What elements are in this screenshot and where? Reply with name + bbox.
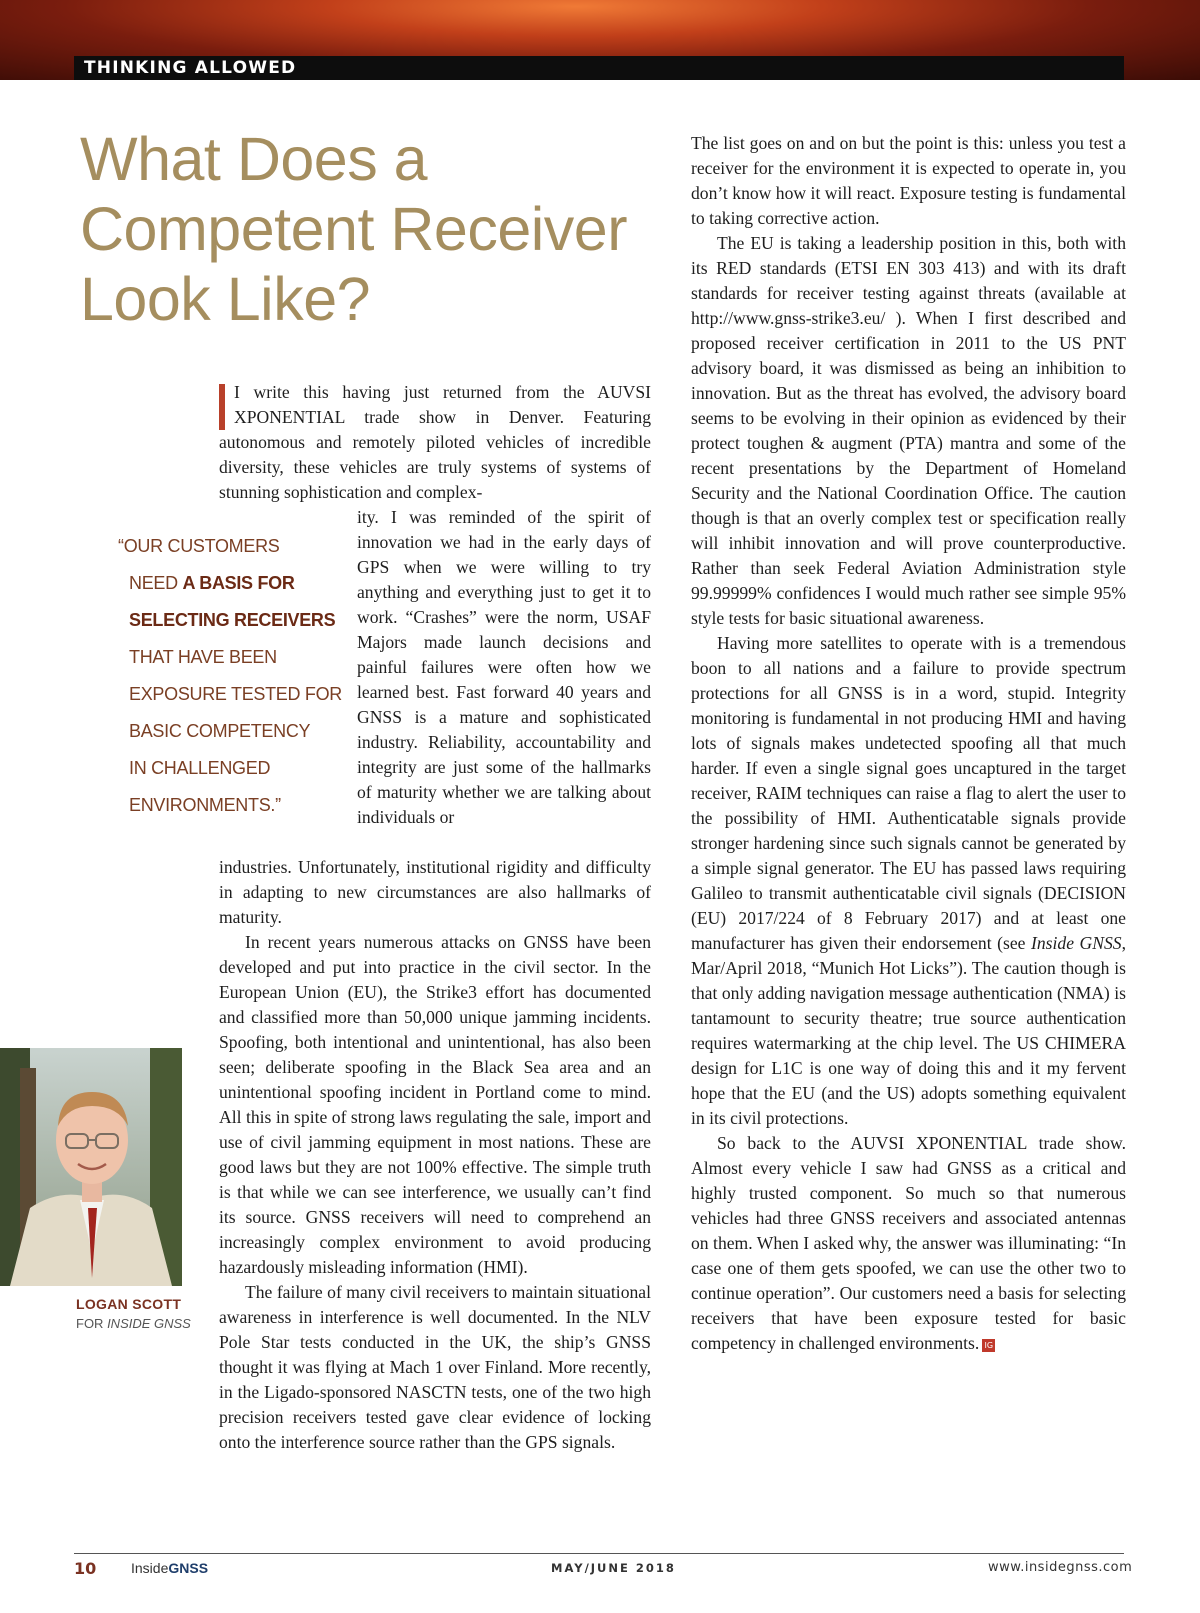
body-paragraph: Having more satellites to operate with is a tremendous boon to all nations and a failure to provide spectrum protections for all GNSS is in a word, stupid. Integrity monitoring is fundamental in not producing HMI and having lots of signals makes undetected spoofing all that much harder. If even a single signal goes uncaptured in the target receiver, RAIM techniques can raise a flag to alert the user to the possibility of HMI. Authenticatable signals provide stronger hardening since such signals cannot be generated by a simple signal generator. The EU has passed laws requiring Galileo to transmit authenticatable civil signals (DECISION (EU) 2017/224 of 8 February 2017) and at least one manufacturer has given their endorsement (see Inside GNSS, Mar/April 2018, “Munich Hot Licks”). The caution though is that only adding navigation message authentication (NMA) is tantamount to security theatre; true source authentication requires watermarking at the chip level. The US CHIMERA design for L1C is one way of doing this and it my fervent hope that the EU (and the US) adopts something equivalent in its civil protections. (691, 633, 1126, 1128)
intro-text: write this having just returned from the AUVSI XPONENTIAL trade show in Denver. Featuring autonomous and remotely piloted vehicles of incredible diversity, these vehicles are truly systems of systems of stunning sophistication and complex- (219, 382, 651, 502)
pull-quote-line: NEED A BASIS FOR (129, 573, 295, 593)
end-of-article-icon: IG (982, 1339, 995, 1352)
body-paragraph: industries. Unfortunately, institutional rigidity and difficulty in adapting to new circumstances are also hallmarks of maturity. (219, 857, 651, 927)
page-number: 10 (74, 1559, 97, 1578)
website-link[interactable]: www.insidegnss.com (988, 1560, 1133, 1575)
issue-date: MAY/JUNE 2018 (551, 1561, 676, 1575)
body-paragraph: The EU is taking a leadership position in this, both with its RED standards (ETSI EN 303 413) and with its draft standards for receiver testing against threats (available at http://www.gnss-strike3.eu/ ). When I first described and proposed receiver certification in 2011 to the US PNT advisory board, it was dismissed as being an inhibition to innovation. But as the threat has evolved, the advisory board seems to be evolving in their opinion as evidenced by their protect toughen & augment (PTA) mantra and some of the recent presentations by the Department of Homeland Security and the National Coordination Office. The caution though is that an overly complex test or specification really will inhibit innovation and will prove counterproductive. Rather than seek Federal Aviation Administration style 99.99999% confidences I would much rather see simple 95% style tests for basic situational awareness. (691, 233, 1126, 628)
section-label: THINKING ALLOWED (84, 58, 297, 78)
section-bar (74, 56, 1124, 80)
pull-quote-line: IN CHALLENGED (129, 758, 271, 778)
wrap-paragraph: ity. I was reminded of the spirit of innovation we had in the early days of GPS when we were willing to try anything and everything just to get it to work. “Crashes” were the norm, USAF Majors made launch decisions and painful failures were often how we learned best. Fast forward 40 years and GNSS is a mature and sophisticated industry. Reliability, accountability and integrity are just some of the hallmarks of maturity whether we are talking about individuals or (357, 507, 651, 827)
magazine-name: InsideGNSS (131, 1560, 209, 1576)
pull-quote-emphasis: A BASIS FOR (182, 573, 295, 593)
pull-quote-line: ENVIRONMENTS.” (129, 795, 281, 815)
pull-quote (118, 528, 343, 824)
body-paragraph: So back to the AUVSI XPONENTIAL trade show. Almost every vehicle I saw had GNSS as a critical and highly trusted component. So much so that numerous vehicles had three GNSS receivers and associated antennas on them. When I asked why, the answer was illuminating: “In case one of them gets spoofed, we can use the other two to continue operation”. Our customers need a basis for selecting receivers that have been exposure tested for basic competency in challenged environments. IG (691, 1133, 1126, 1353)
pull-quote-line: BASIC COMPETENCY (129, 721, 311, 741)
body-paragraph: The failure of many civil receivers to maintain situational awareness in interference is well documented. In the NLV Pole Star tests conducted in the UK, the ship’s GNSS thought it was flying at Mach 1 over Finland. More recently, in the Ligado-sponsored NASCTN tests, one of the two high precision receivers tested gave clear evidence of locking onto the interference source rather than the GPS signals. (219, 1282, 651, 1452)
intro-paragraph (219, 380, 651, 505)
byline-publication: FOR INSIDE GNSS (76, 1316, 191, 1331)
dropcap-bar (219, 384, 225, 430)
byline-name: LOGAN SCOTT (76, 1296, 182, 1312)
pull-quote-line: THAT HAVE BEEN (129, 647, 277, 667)
middle-column (219, 855, 651, 1455)
pull-quote-line: “OUR CUSTOMERS (118, 536, 280, 556)
author-photo (0, 1048, 182, 1286)
author-portrait-illustration (0, 1048, 182, 1286)
body-paragraph: The list goes on and on but the point is this: unless you test a receiver for the environment it is expected to operate in, you don’t know how it will react. Exposure testing is fundamental to taking corrective action. (691, 133, 1126, 228)
pull-quote-line: EXPOSURE TESTED FOR (129, 684, 343, 704)
intro-first-letter: I (234, 382, 240, 402)
right-column (691, 131, 1126, 1356)
article-title: What Does a Competent Receiver Look Like? (80, 125, 628, 333)
pull-quote-emphasis: SELECTING RECEIVERS (129, 610, 336, 630)
body-paragraph: In recent years numerous attacks on GNSS have been developed and put into practice in the civil sector. In the European Union (EU), the Strike3 effort has documented and classified more than 50,000 unique jamming incidents. Spoofing, both intentional and unintentional, has also been seen; deliberate spoofing in the Black Sea area and an unintentional spoofing incident in Portland come to mind. All this in spite of strong laws regulating the sale, import and use of civil jamming equipment in most nations. These are good laws but they are not 100% effective. The simple truth is that while we can see interference, we usually can’t find its source. GNSS receivers will need to comprehend an increasingly complex environment to avoid producing hazardously misleading information (HMI). (219, 932, 651, 1277)
inline-publication-italic: Inside GNSS (1031, 933, 1122, 953)
pull-quote-line (118, 602, 343, 639)
footer-rule (74, 1553, 1124, 1554)
